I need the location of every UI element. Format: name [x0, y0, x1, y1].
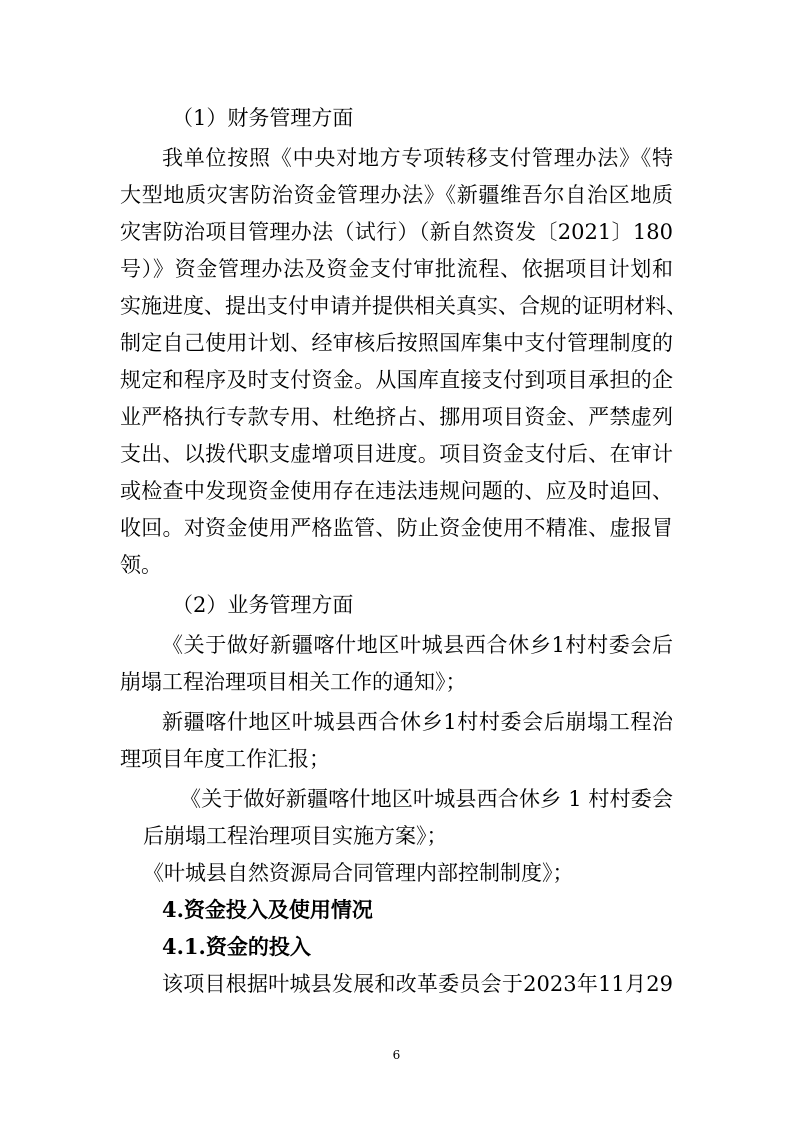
paragraph-line: 制定自己使用计划、经审核后按照国库集中支付管理制度的	[120, 331, 673, 355]
paragraph-line: 或检查中发现资金使用存在违法违规问题的、应及时追回、	[120, 479, 673, 503]
page-number: 6	[392, 1048, 401, 1062]
paragraph-line: 实施进度、提出支付申请并提供相关真实、合规的证明材料、	[120, 294, 687, 318]
paragraph-line: 业严格执行专款专用、杜绝挤占、挪用项目资金、严禁虚列	[120, 405, 673, 429]
reference-line: 《关于做好新疆喀什地区叶城县西合休乡1村村委会后	[162, 633, 673, 657]
heading-4-1: 4.1.资金的投入	[162, 934, 311, 959]
paragraph-line: 我单位按照《中央对地方专项转移支付管理办法》《特	[162, 146, 673, 170]
paragraph-line: 大型地质灾害防治资金管理办法》《新疆维吾尔自治区地质	[120, 183, 673, 207]
paragraph-line: 领。	[120, 553, 162, 577]
reference-line: 后崩塌工程治理项目实施方案》；	[143, 824, 448, 848]
section1-heading: （1）财务管理方面	[172, 106, 354, 130]
paragraph-line: 支出、以拨代职支虚增项目进度。项目资金支付后、在审计	[120, 442, 673, 466]
reference-line: 《关于做好新疆喀什地区叶城县西合休乡 1 村村委会	[180, 787, 673, 811]
paragraph-line: 收回。对资金使用严格监管、防止资金使用不精准、虚报冒	[120, 516, 673, 540]
paragraph-line: 该项目根据叶城县发展和改革委员会于2023年11月29	[162, 972, 673, 996]
reference-line: 新疆喀什地区叶城县西合休乡1村村委会后崩塌工程治	[162, 710, 673, 734]
paragraph-line: 规定和程序及时支付资金。从国库直接支付到项目承担的企	[120, 368, 673, 392]
section2-heading: （2）业务管理方面	[172, 593, 354, 617]
paragraph-line: 号）》资金管理办法及资金支付审批流程、依据项目计划和	[120, 257, 673, 281]
heading-4: 4.资金投入及使用情况	[162, 897, 373, 922]
reference-line: 理项目年度工作汇报；	[120, 747, 330, 771]
paragraph-line: 灾害防治项目管理办法（试行）（新自然资发〔2021〕180	[120, 220, 673, 244]
reference-line: 崩塌工程治理项目相关工作的通知》；	[120, 670, 467, 694]
reference-line: 《叶城县自然资源局合同管理内部控制制度》；	[143, 861, 574, 885]
